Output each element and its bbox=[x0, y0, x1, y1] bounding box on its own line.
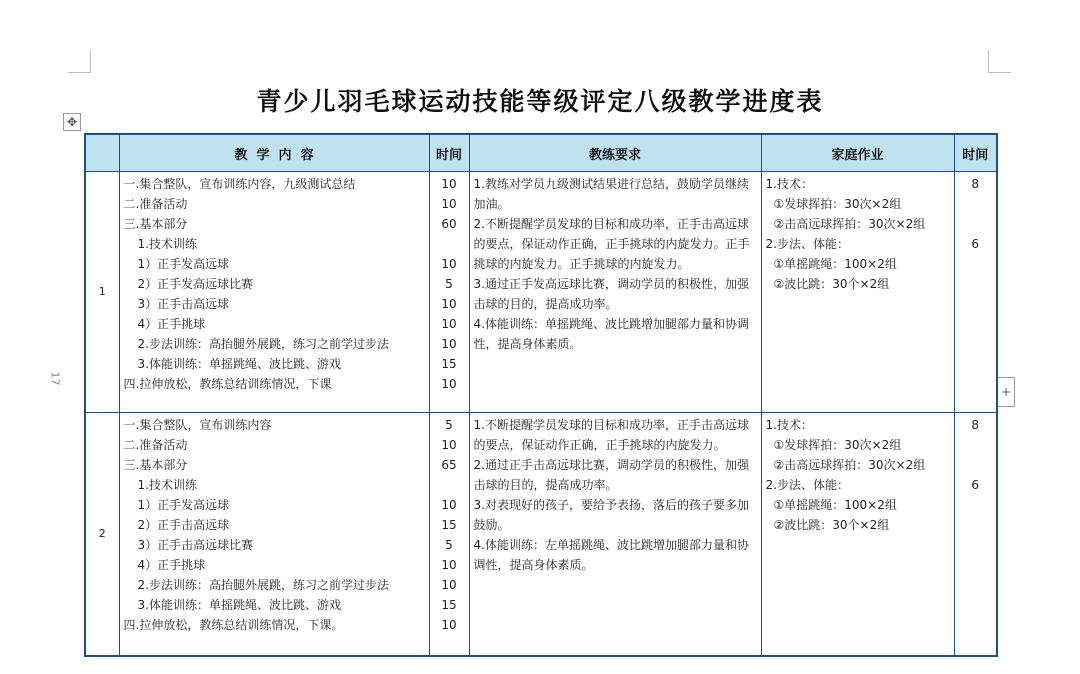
time-value: 10 bbox=[441, 197, 457, 211]
content-line: 二.准备活动 bbox=[123, 197, 188, 211]
document-title: 青少儿羽毛球运动技能等级评定八级教学进度表 bbox=[256, 87, 824, 116]
content-line: 2）正手击高远球 bbox=[137, 518, 230, 532]
time-value: 10 bbox=[441, 377, 457, 391]
header-time: 时间 bbox=[429, 134, 469, 172]
content-line: 1）正手发高远球 bbox=[137, 498, 230, 512]
time-cell[interactable] bbox=[429, 172, 469, 413]
homework-time-cell[interactable] bbox=[954, 413, 997, 657]
requirement-item: 1.教练对学员九级测试结果进行总结，鼓励学员继续加油。 bbox=[473, 177, 749, 211]
content-line: 2.步法训练：高抬腿外展跳，练习之前学过步法 bbox=[137, 337, 389, 351]
time-value: 10 bbox=[441, 498, 457, 512]
header-homework: 家庭作业 bbox=[761, 134, 954, 172]
table-row bbox=[85, 413, 997, 657]
content-line: 一.集合整队，宣布训练内容 bbox=[123, 418, 272, 432]
content-line: 四.拉伸放松，教练总结训练情况，下课。 bbox=[123, 618, 344, 632]
page-corner-mark-top-right bbox=[988, 50, 1011, 73]
table-header-row bbox=[85, 134, 997, 172]
content-line: 三.基本部分 bbox=[123, 458, 188, 472]
homework-line: ②击高远球挥拍：30次×2组 bbox=[773, 458, 926, 472]
homework-time-value: 6 bbox=[971, 478, 980, 492]
time-value: 10 bbox=[441, 438, 457, 452]
homework-line: 1.技术： bbox=[765, 177, 813, 191]
time-value: 10 bbox=[441, 317, 457, 331]
homework-line: ①单摇跳绳：100×2组 bbox=[773, 257, 897, 271]
homework-line: ①发球挥拍：30次×2组 bbox=[773, 197, 902, 211]
content-line: 三.基本部分 bbox=[123, 217, 188, 231]
page-number: 17 bbox=[48, 371, 62, 386]
homework-cell[interactable] bbox=[761, 172, 954, 413]
requirements-cell[interactable] bbox=[469, 172, 761, 413]
time-value: 15 bbox=[441, 357, 457, 371]
homework-time-value: 8 bbox=[971, 418, 980, 432]
content-line: 一.集合整队，宣布训练内容，九级测试总结 bbox=[123, 177, 356, 191]
homework-time-cell[interactable] bbox=[954, 172, 997, 413]
time-value: 10 bbox=[441, 618, 457, 632]
homework-line: ①单摇跳绳：100×2组 bbox=[773, 498, 897, 512]
time-value: 10 bbox=[441, 257, 457, 271]
content-line: 4）正手挑球 bbox=[137, 317, 206, 331]
content-line: 4）正手挑球 bbox=[137, 558, 206, 572]
requirement-item: 2.不断提醒学员发球的目标和成功率，正手击高远球的要点，保证动作正确，正手挑球的内旋发力。正手挑球的内旋发力。正手挑球的内旋发力。 bbox=[473, 217, 750, 271]
time-value: 10 bbox=[441, 578, 457, 592]
time-value: 60 bbox=[441, 217, 457, 231]
content-line: 2）正手发高远球比赛 bbox=[137, 277, 254, 291]
time-value: 10 bbox=[441, 558, 457, 572]
teaching-progress-table bbox=[84, 133, 998, 657]
content-line: 四.拉伸放松，教练总结训练情况，下课 bbox=[123, 377, 332, 391]
content-line: 二.准备活动 bbox=[123, 438, 188, 452]
homework-line: ①发球挥拍：30次×2组 bbox=[773, 438, 902, 452]
homework-line: ②击高远球挥拍：30次×2组 bbox=[773, 217, 926, 231]
content-line: 2.步法训练：高抬腿外展跳，练习之前学过步法 bbox=[137, 578, 389, 592]
requirement-item: 4.体能训练：左单摇跳绳、波比跳增加腿部力量和协调性，提高身体素质。 bbox=[473, 538, 749, 572]
homework-line: ②波比跳：30个×2组 bbox=[773, 518, 890, 532]
time-value: 5 bbox=[445, 418, 453, 432]
table-move-handle-icon[interactable]: ✥ bbox=[63, 113, 81, 131]
time-value: 10 bbox=[441, 177, 457, 191]
time-value: 10 bbox=[441, 297, 457, 311]
content-cell[interactable] bbox=[119, 172, 429, 413]
header-requirements: 教练要求 bbox=[469, 134, 761, 172]
requirement-item: 4.体能训练：单摇跳绳、波比跳增加腿部力量和协调性，提高身体素质。 bbox=[473, 317, 749, 351]
homework-line: 2.步法、体能： bbox=[765, 237, 849, 251]
content-cell[interactable] bbox=[119, 413, 429, 657]
content-line: 3）正手击高远球比赛 bbox=[137, 538, 254, 552]
homework-time-value: 6 bbox=[971, 237, 980, 251]
add-column-button[interactable]: + bbox=[997, 377, 1015, 407]
homework-time-value: 8 bbox=[971, 177, 980, 191]
time-value: 15 bbox=[441, 518, 457, 532]
homework-cell[interactable] bbox=[761, 413, 954, 657]
content-line: 1）正手发高远球 bbox=[137, 257, 230, 271]
time-value: 5 bbox=[445, 538, 453, 552]
content-line: 3.体能训练：单摇跳绳、波比跳、游戏 bbox=[137, 357, 341, 371]
session-number: 1 bbox=[85, 172, 119, 413]
requirements-cell[interactable] bbox=[469, 413, 761, 657]
header-content: 教 学 内 容 bbox=[119, 134, 429, 172]
homework-line: 2.步法、体能： bbox=[765, 478, 849, 492]
session-number: 2 bbox=[85, 413, 119, 657]
time-value: 65 bbox=[441, 458, 457, 472]
page-corner-mark-top-left bbox=[68, 50, 91, 73]
requirement-item: 3.通过正手发高远球比赛，调动学员的积极性，加强击球的目的，提高成功率。 bbox=[473, 277, 749, 311]
header-homework-time: 时间 bbox=[954, 134, 997, 172]
time-cell[interactable] bbox=[429, 413, 469, 657]
table-row bbox=[85, 172, 997, 413]
time-value bbox=[430, 475, 469, 495]
content-line: 1.技术训练 bbox=[137, 478, 197, 492]
requirement-item: 2.通过正手击高远球比赛，调动学员的积极性，加强击球的目的，提高成功率。 bbox=[473, 458, 749, 492]
time-value: 5 bbox=[445, 277, 453, 291]
requirement-item: 3.对表现好的孩子，要给予表扬，落后的孩子要多加鼓励。 bbox=[473, 498, 749, 532]
content-line: 1.技术训练 bbox=[137, 237, 197, 251]
content-line: 3.体能训练：单摇跳绳、波比跳、游戏 bbox=[137, 598, 341, 612]
homework-line: ②波比跳：30个×2组 bbox=[773, 277, 890, 291]
requirement-item: 1.不断提醒学员发球的目标和成功率，正手击高远球的要点，保证动作正确，正手挑球的内旋发力。 bbox=[473, 418, 749, 452]
header-session bbox=[85, 134, 119, 172]
homework-line: 1.技术： bbox=[765, 418, 813, 432]
time-value: 15 bbox=[441, 598, 457, 612]
time-value bbox=[430, 234, 469, 254]
time-value: 10 bbox=[441, 337, 457, 351]
content-line: 3）正手击高远球 bbox=[137, 297, 230, 311]
